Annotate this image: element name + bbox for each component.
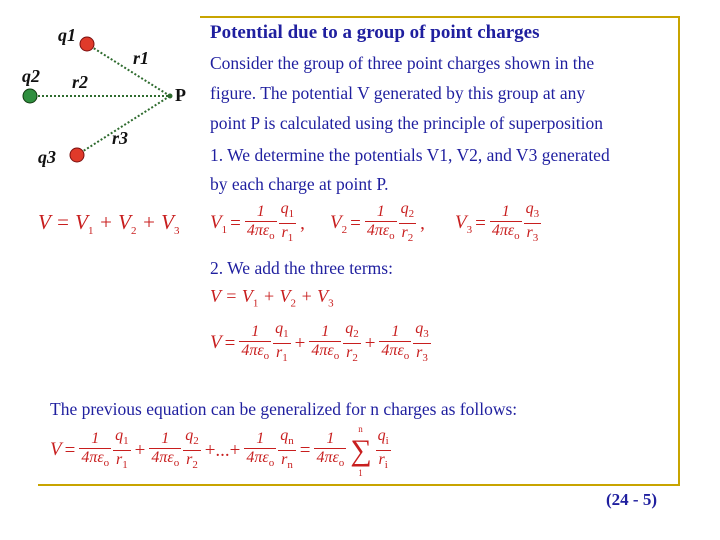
step-1-line-1: 1. We determine the potentials V1, V2, and V3 generated	[210, 145, 610, 165]
label-p: P	[175, 85, 186, 105]
point-p-icon	[168, 94, 173, 99]
v2-equation: $V_2$ = $\frac{1}{4\pi\varepsilon_o}$ $\frac{q_2}{r_2}$ ,	[330, 200, 425, 245]
slide-title: Potential due to a group of point charges	[210, 22, 540, 43]
label-q2: q2	[22, 66, 40, 86]
charge-q2-icon	[23, 89, 37, 103]
label-r3: r3	[112, 128, 129, 148]
intro-line-3: point P is calculated using the principle of superposition	[210, 113, 604, 133]
generalization-text: The previous equation can be generalized for n charges as follows:	[50, 399, 518, 419]
r1-line	[87, 44, 170, 96]
sum-equation-repeat: $V = V_1 + V_2 + V_3$	[210, 286, 334, 310]
v3-equation: $V_3$ = $\frac{1}{4\pi\varepsilon_o}$ $\frac{q_3}{r_3}$	[455, 200, 540, 245]
total-potential-equation: V = $\frac{1}{4\pi\varepsilon_o}$ $\frac{q_1}{r_1}$ + $\frac{1}{4\pi\varepsilon_o}$ $\frac{q_2}{r_2}$ + $\frac{1}{4\pi\varepsilon_o}$ $\frac{q_3}{r_3}$	[210, 320, 429, 365]
step-1-line-2: by each charge at point P.	[210, 174, 389, 194]
charge-q1-icon	[80, 37, 94, 51]
intro-line-2: figure. The potential V generated by this group at any	[210, 83, 586, 103]
label-q1: q1	[58, 25, 76, 45]
frame-right-line	[678, 16, 680, 486]
label-r2: r2	[72, 72, 89, 92]
charge-q3-icon	[70, 148, 84, 162]
charges-figure	[0, 0, 200, 190]
sum-equation: $V = V_1 + V_2 + V_3$	[38, 210, 180, 238]
general-potential-equation: V = $\frac{1}{4\pi\varepsilon_o}$ $\frac{q_1}{r_1}$ + $\frac{1}{4\pi\varepsilon_o}$ $\frac{q_2}{r_2}$ +...+ $\frac{1}{4\pi\varepsilon_o}$ $\frac{q_n}{r_n}$ = $\frac{1}{4\pi\varepsilon_o}$ ∑ n 1 $\frac{q_i}{r_i}$	[50, 423, 389, 478]
frame-top-line	[200, 16, 678, 18]
step-2-label: 2. We add the three terms:	[210, 258, 393, 278]
label-r1: r1	[133, 48, 150, 68]
slide-number: (24 - 5)	[606, 490, 657, 509]
v1-equation: $V_1$ = $\frac{1}{4\pi\varepsilon_o}$ $\frac{q_1}{r_1}$ ,	[210, 200, 305, 245]
label-q3: q3	[38, 147, 56, 167]
intro-line-1: Consider the group of three point charges shown in the	[210, 53, 595, 73]
frame-bottom-line	[38, 484, 680, 486]
